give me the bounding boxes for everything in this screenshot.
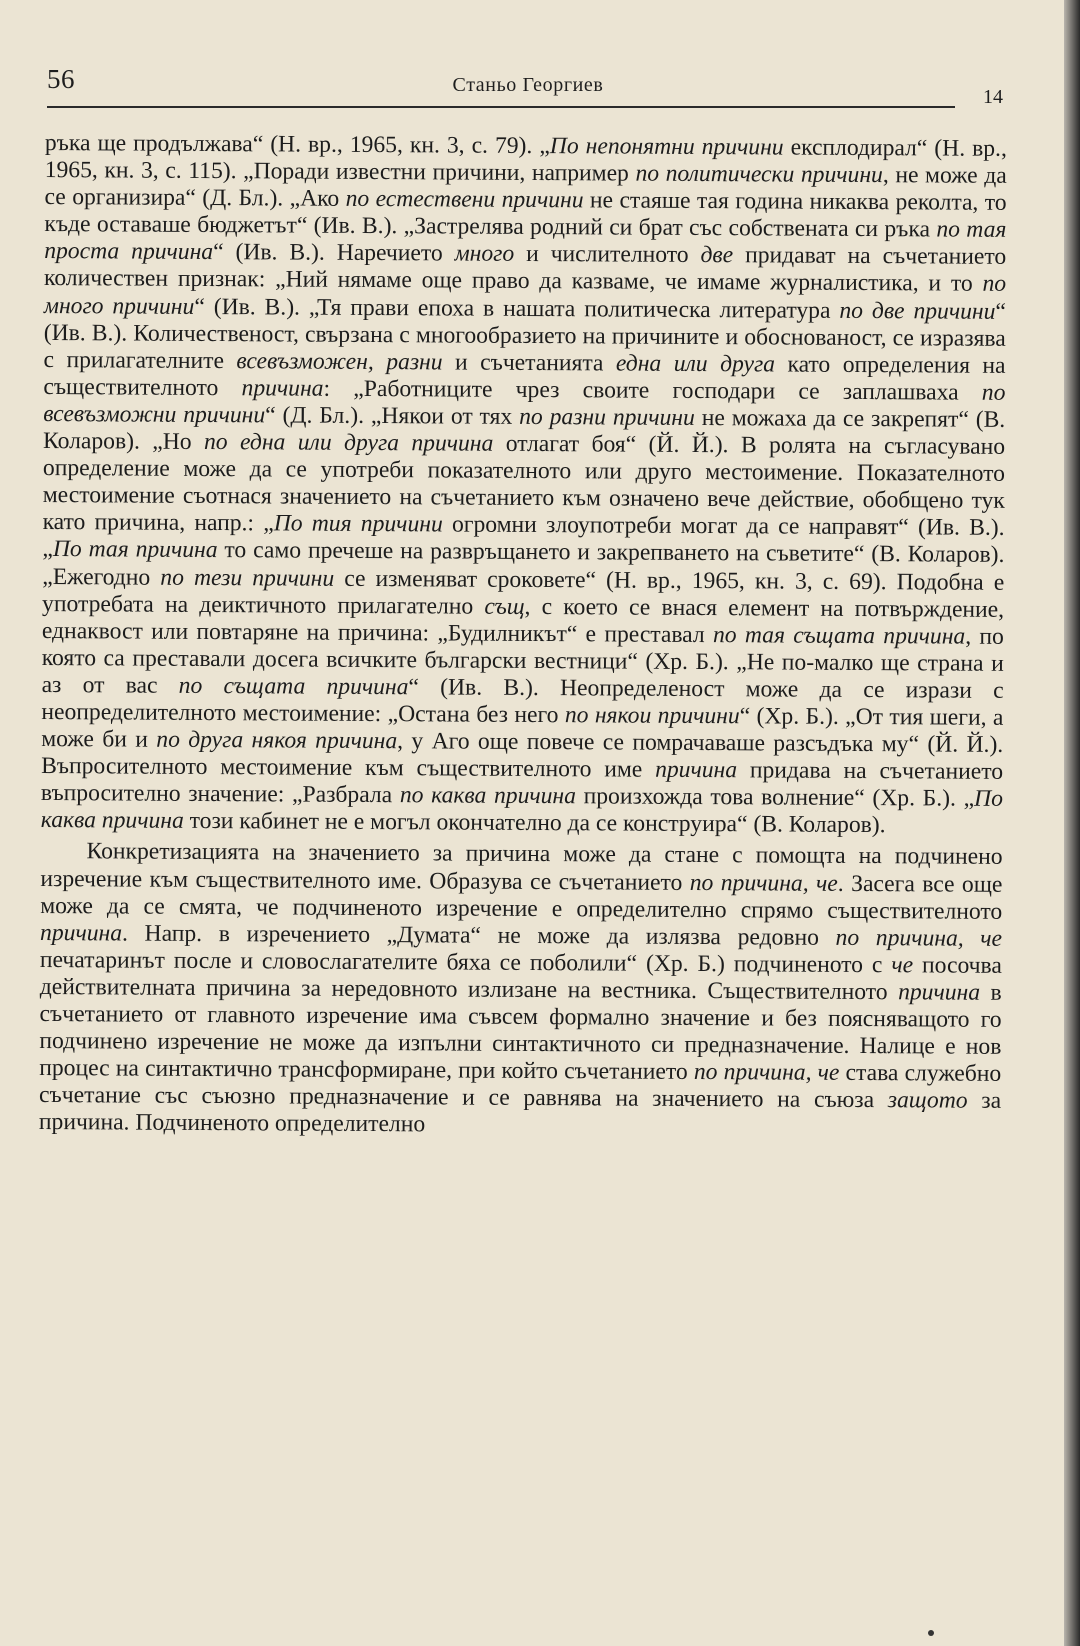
- text-run: придава на съчетанието въпросително значение: „Разбрала: [40, 757, 1004, 809]
- italic-run: По непонятни причини: [549, 133, 784, 161]
- text-run: “ (Ив. В.). „Тя прави епоха в нашата политическа литература: [194, 293, 840, 324]
- text-run: Конкретизацията на значението за причина може да стане с помощта на подчинено изречение към съществителното име. Образува се съчетанието: [40, 838, 1003, 896]
- italic-run: причина: [898, 979, 981, 1006]
- italic-run: много: [454, 240, 515, 268]
- italic-run: По тая причина: [52, 536, 218, 564]
- sheet-number: 14: [983, 86, 1003, 108]
- paragraph-2: [39, 838, 1003, 1142]
- italic-run: същ: [484, 593, 525, 620]
- italic-run: по причина, че: [693, 1059, 840, 1087]
- text-run: “ (Ив. В.). Неопределеност може да се изрази с неопределителното местоимение: „Остана без него: [41, 674, 1004, 729]
- italic-run: По тия причини: [273, 510, 443, 538]
- body-text: [39, 130, 1007, 1142]
- italic-run: по някои причини: [564, 702, 740, 730]
- text-run: “ (Д. Бл.). „Някои от тях: [265, 402, 520, 430]
- text-run: за причина. Подчиненото определително: [38, 1087, 1002, 1138]
- italic-run: по тая проста причина: [44, 216, 1007, 266]
- italic-run: защото: [887, 1087, 968, 1114]
- text-run: и числителното: [514, 241, 701, 269]
- text-run: като определения на съществителното: [43, 351, 1006, 402]
- running-head-author: Станьо Георгиев: [452, 74, 604, 96]
- header-rule: [47, 106, 955, 108]
- italic-run: причина: [241, 375, 324, 402]
- page-edge-shadow: [1064, 0, 1080, 1646]
- text-run: отлагат боя“ (Й. Й.). В ролята на съгласувано определение може да се употреби показателното или друго местоимение. Показателното местоимение съотнася значението на съчетанието към означено вече действие, обобщено тук като причина, напр.: „: [42, 430, 1006, 537]
- italic-run: по същата причина: [178, 672, 409, 701]
- italic-run: по всевъзможни причини: [43, 379, 1006, 429]
- text-run: експлодирал“ (Н. вр., 1965, кн. 3, с. 115). „Поради известни причини, например: [44, 134, 1007, 187]
- italic-run: по друга някоя причина: [156, 726, 398, 755]
- text-run: произхожда това волнение“ (Хр. Б.). „: [575, 783, 975, 812]
- paragraph-1: [41, 130, 1007, 840]
- italic-run: по каква причина: [399, 782, 577, 810]
- text-run: . Засега все още може да се смята, че подчиненото изречение е определително спрямо съществителното: [40, 870, 1003, 925]
- italic-run: причина: [40, 919, 123, 947]
- text-run: печатаринът после и словослагателите бяха се поболили“ (Хр. Б.) подчиненото с: [39, 946, 892, 978]
- italic-run: причина: [655, 756, 738, 784]
- italic-run: една или друга: [615, 350, 776, 378]
- italic-run: по две причини: [839, 297, 996, 325]
- text-run: в съчетанието от главното изречение има съвсем формално значение и без поясняващото го подчинено изречение не може да изпълни синтактичното си предназначение. Налице е нов процес на синтактично трансформиране, при който съчетанието: [39, 979, 1002, 1086]
- text-run: “ (Ив. В.). Количественост, свързана с многообразието на причините и обоснованост, се изразява с прилагателните: [43, 298, 1007, 374]
- text-run: , с което се внася елемент на потвърждение, еднаквост или повтаряне на причина: „Будилникът“ е преставал: [41, 593, 1005, 648]
- italic-run: че: [891, 951, 914, 979]
- text-run: не стаяше тая година никаква реколта, то къде оставаше бюджетът“ (Ив. В.). „Застрелява родний си брат със собствената си ръка: [44, 187, 1007, 243]
- italic-run: всевъзможен, разни: [236, 347, 443, 376]
- text-run: се изменяват сроковете“ (Н. вр., 1965, кн. 3, с. 69). Подобна е употребата на деиктичното прилагателно: [42, 565, 1005, 620]
- italic-run: по разни причини: [519, 403, 695, 431]
- text-run: посочва действителната причина за нередовното излизане на вестника. Съществителното: [39, 952, 1002, 1006]
- italic-run: по тези причини: [160, 564, 335, 592]
- text-run: “ (Хр. Б.). „От тия шеги, а може би и: [41, 703, 1004, 753]
- italic-run: по политически причини: [635, 160, 883, 189]
- text-run: ръка ще продължава“ (Н. вр., 1965, кн. 3, с. 79). „: [44, 130, 550, 160]
- italic-run: две: [700, 242, 734, 269]
- text-run: става служебно съчетание със съюзно предназначение и се равнява на значението на съюза: [39, 1060, 1002, 1114]
- text-run: , не може да се организира“ (Д. Бл.). „Ако: [44, 162, 1007, 213]
- italic-run: по една или друга причина: [203, 429, 494, 457]
- text-run: огромни злоупотреби могат да се направят“ (Ив. В.). „: [42, 511, 1005, 563]
- text-run: . Напр. в изречението „Думата“ не може да излязва редовно: [121, 920, 836, 951]
- italic-run: по много причини: [43, 271, 1007, 320]
- text-run: придават на съчетанието количествен признак: „Ний нямаме още право да казваме, че имаме журналистика, и то: [44, 242, 1007, 298]
- text-run: и съчетанията: [442, 349, 617, 377]
- text-run: “ (Ив. В.). Наречието: [213, 239, 455, 267]
- italic-run: по тая същата причина: [712, 621, 966, 650]
- italic-run: по естествени причини: [345, 186, 584, 214]
- text-run: не можаха да се закрепят“ (В. Коларов). „Но: [43, 404, 1006, 456]
- italic-run: по причина, че: [835, 924, 1003, 952]
- page-number: 56: [47, 64, 75, 94]
- italic-run: По каква причина: [40, 785, 1004, 835]
- text-run: : „Работниците чрез своите господари се заплашваха: [323, 375, 982, 406]
- italic-run: по причина, че: [689, 869, 838, 897]
- text-run: , у Аго още повече се помрачаваше разсъдъка му“ (Й. Й.). Въпросителното местоимение към съществителното име: [41, 728, 1004, 783]
- text-run: , по която са преставали досега всичките български вестници“ (Хр. Б.). „Не по-малко ще страна и аз от вас: [41, 623, 1004, 699]
- ink-dot: [928, 1630, 934, 1636]
- text-run: то само пречеше на развръщането и закрепването на съветите“ (В. Коларов). „Ежегодно: [42, 537, 1005, 591]
- text-run: този кабинет не е могъл окончателно да се конструира“ (В. Коларов).: [183, 808, 886, 839]
- page-header: [47, 62, 1009, 114]
